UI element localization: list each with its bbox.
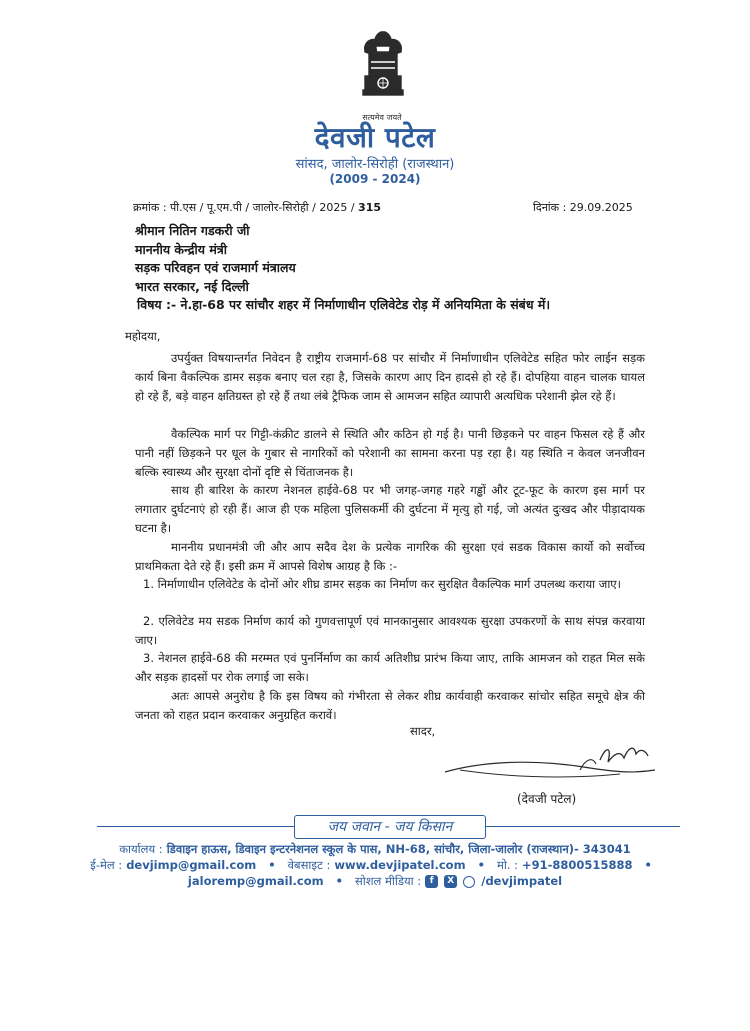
request-item: 2. एलिवेटेड मय सडक निर्माण कार्य को गुणवत्तापूर्ण एवं मानकानुसार आवश्यक सुरक्षा उपकरणों के साथ संपन्न करवाया जाए। bbox=[135, 614, 645, 647]
salutation: महोदया, bbox=[125, 329, 161, 343]
body-paragraph: वैकल्पिक मार्ग पर गिट्टी-कंक्रीट डालने से स्थिति और कठिन हो गई है। पानी छिड़कने पर वाहन फिसल रहे हैं और पानी नहीं छिड़कने पर धूल के गुबार से नागरिकों को परेशानी का सामना करना पड़ रहा है। यह स्थिति न केवल जनजीवन बल्कि स्वास्थ्य और सुरक्षा दोनों दृष्टि से चिंताजनक है। bbox=[135, 427, 645, 479]
website-link[interactable]: www.devjipatel.com bbox=[334, 858, 466, 872]
footer-address-line bbox=[0, 842, 750, 857]
sender-name: देवजी पटेल bbox=[314, 121, 436, 154]
email-label: ई-मेल : bbox=[90, 858, 123, 872]
signatory-name: (देवजी पटेल) bbox=[517, 792, 577, 806]
addressee-line: श्रीमान नितिन गडकरी जी bbox=[135, 223, 250, 238]
footer-contact-line bbox=[0, 858, 750, 873]
social-label: सोशल मीडिया : bbox=[354, 874, 422, 888]
emblem-motto: सत्यमेव जयते bbox=[362, 113, 402, 122]
separator-dot: • bbox=[268, 858, 276, 872]
request-item: 1. निर्माणाधीन एलिवेटेड के दोनों ओर शीघ्र डामर सड़क का निर्माण कर सुरक्षित वैकल्पिक मार्ग उपलब्ध कराया जाए। bbox=[143, 577, 622, 591]
request-item: 3. नेशनल हाईवे-68 की मरम्मत एवं पुनर्निर्माण का कार्य अतिशीघ्र प्रारंभ किया जाए, ताकि आमजन को राहत मिल सके और सड़क हादसों पर रोक लगाई जा सके। bbox=[135, 651, 645, 684]
addressee-line: सड़क परिवहन एवं राजमार्ग मंत्रालय bbox=[135, 260, 296, 275]
mobile-number[interactable]: +91-8800515888 bbox=[522, 858, 633, 872]
website-label: वेबसाइट : bbox=[287, 858, 331, 872]
addressee-line: भारत सरकार, नई दिल्ली bbox=[135, 278, 249, 294]
email-link-secondary[interactable]: jaloremp@gmail.com bbox=[187, 874, 324, 888]
separator-dot: • bbox=[477, 858, 485, 872]
conclusion-paragraph: अतः आपसे अनुरोध है कि इस विषय को गंभीरता से लेकर शीघ्र कार्यवाही करवाकर सांचोर सहित समूचे क्षेत्र की जनता को राहत प्रदान करवाकर अनुग्रहित करावें। bbox=[135, 689, 645, 722]
body-paragraph: उपर्युक्त विषयान्तर्गत निवेदन है राष्ट्रीय राजमार्ग-68 पर सांचौर में निर्माणाधीन एलिवेटेड सहित फोर लाईन सड़क कार्य बिना वैकल्पिक डामर सड़क बनाए चल रहा है, जिसके कारण आए दिन हादसे हो रहे हैं। दोपहिया वाहन चालक घायल हो रहे हैं, बड़े वाहन क्षतिग्रस्त हो रहे हैं तथा लंबे ट्रैफिक जाम से आमजन सहित व्यापारी अत्यधिक परेशानी झेल रहे हैं। bbox=[135, 351, 645, 403]
reference-number: 315 bbox=[358, 201, 382, 214]
social-handle[interactable]: /devjimpatel bbox=[481, 874, 563, 888]
mobile-label: मो. : bbox=[496, 858, 518, 872]
separator-dot: • bbox=[335, 874, 343, 888]
reference-line bbox=[133, 200, 381, 215]
addressee-block bbox=[135, 222, 296, 296]
footer-social-line bbox=[0, 874, 750, 889]
email-link[interactable]: devjimp@gmail.com bbox=[126, 858, 257, 872]
subject-line: विषय :- ने.हा-68 पर सांचौर शहर में निर्माणाधीन एलिवेटेड रोड़ में अनियमिता के संबंध में। bbox=[137, 297, 551, 312]
body-paragraph: माननीय प्रधानमंत्री जी और आप सदैव देश के प्रत्येक नागरिक की सुरक्षा एवं सडक विकास कार्यो को सर्वोच्च प्राथमिकता देते रहे हैं। इसी क्रम में आपसे विशेष आग्रह है कि :- bbox=[135, 540, 645, 573]
sender-designation: सांसद, जालोर-सिरोही (राजस्थान) bbox=[295, 157, 455, 172]
facebook-icon[interactable]: f bbox=[425, 875, 438, 888]
national-emblem-icon bbox=[355, 26, 411, 118]
footer-slogan: जय जवान - जय किसान bbox=[294, 815, 486, 839]
body-paragraph: साथ ही बारिश के कारण नेशनल हाईवे-68 पर भी जगह-जगह गहरे गड्ढों और टूट-फूट के कारण इस मार्ग पर लगातार दुर्घटनाएं हो रही हैं। आज ही एक महिला पुलिसकर्मी की दुर्घटना में मृत्यु हो गई, जो अत्यंत दुःखद और पीड़ादायक घटना है। bbox=[135, 483, 645, 535]
office-label: कार्यालय : bbox=[119, 842, 163, 856]
reference-label: क्रमांक : पी.एस / पू.एम.पी / जालोर-सिरोही / 2025 / bbox=[133, 201, 359, 214]
x-twitter-icon[interactable]: X bbox=[444, 875, 457, 888]
separator-dot: • bbox=[644, 858, 652, 872]
letter-date: दिनांक : 29.09.2025 bbox=[533, 201, 633, 214]
closing: सादर, bbox=[410, 724, 436, 738]
addressee-line: माननीय केन्द्रीय मंत्री bbox=[135, 241, 227, 257]
handwritten-signature bbox=[440, 740, 660, 790]
instagram-icon[interactable] bbox=[463, 876, 475, 888]
sender-term: (2009 - 2024) bbox=[329, 172, 421, 186]
office-address: डिवाइन हाऊस, डिवाइन इन्टरनेशनल स्कूल के पास, NH-68, सांचौर, जिला-जालोर (राजस्थान)- 343041 bbox=[166, 842, 631, 856]
